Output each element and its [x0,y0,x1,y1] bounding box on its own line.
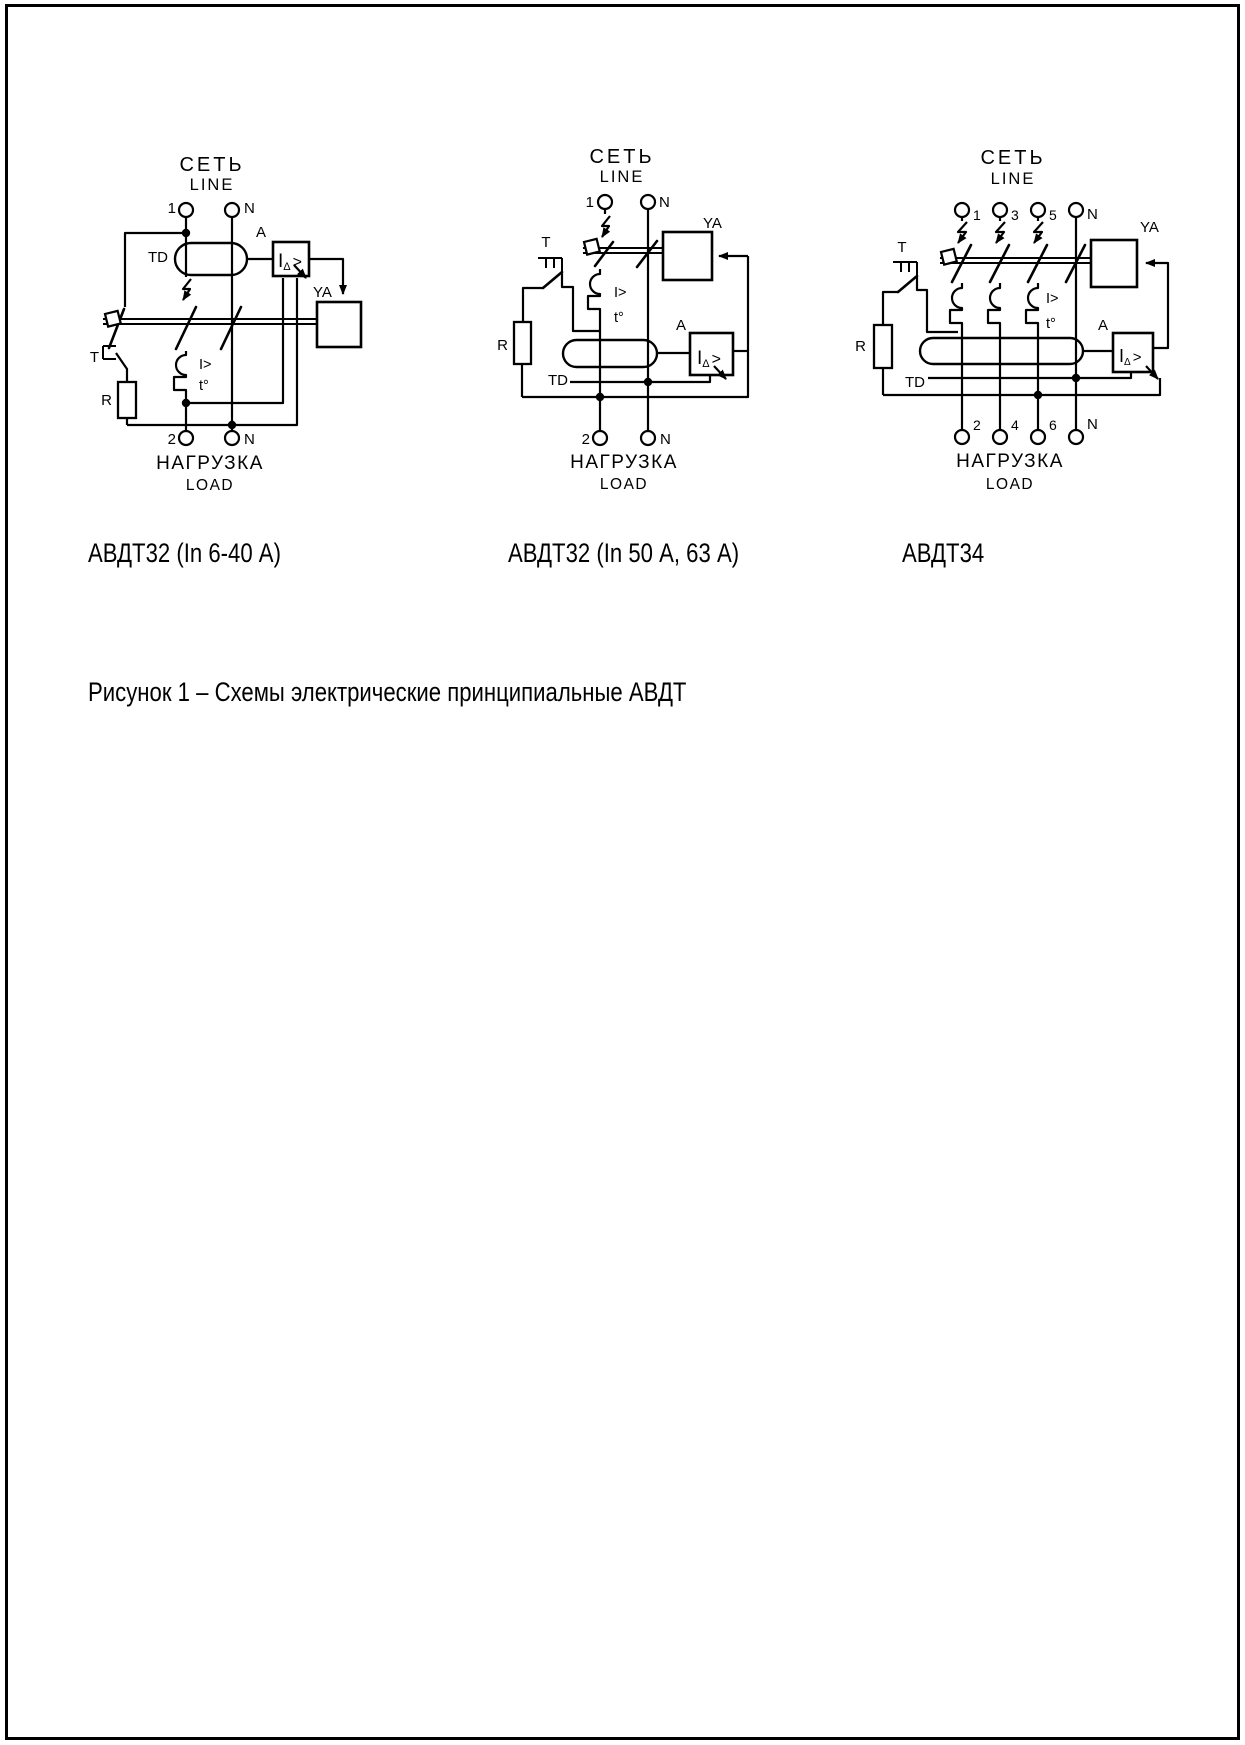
junction-dot [228,421,236,429]
solenoid-label: YA [1140,219,1159,236]
diff-relay-symbol: IΔ > [1119,346,1142,368]
terminal-n-bottom-label: N [1087,416,1098,433]
test-button-icon [538,258,562,272]
terminal-2 [593,431,607,445]
differential-transformer [563,340,657,367]
resistor-label: R [855,338,866,355]
thermal-magnetic-release [174,351,186,403]
schematic-avdt34-svg [790,125,1200,500]
junction-dot [1072,374,1080,382]
test-label: T [897,239,907,256]
thermal-label: t° [614,310,624,326]
test-left-link [523,288,543,322]
resistor-label: R [497,337,508,354]
terminal-n-bottom [641,431,655,445]
terminal-6-label: 6 [1049,417,1057,433]
test-resistor [514,322,531,364]
relay-label: A [675,317,686,334]
transformer-label: TD [905,374,925,391]
net-label: СЕТЬ [980,147,1046,169]
test-button-resistor-link [116,353,127,382]
solenoid-label: YA [703,215,722,232]
junction-dot [596,393,604,401]
schematic-avdt34 [790,125,1200,500]
phase-contact [176,307,196,349]
terminal-4 [993,430,1007,444]
line-label: LINE [990,170,1036,188]
model-label-avdt32-6-40: АВДТ32 (In 6-40 А) [88,538,281,568]
terminal-2-label: 2 [973,417,981,433]
model-label-avdt32-50-63: АВДТ32 (In 50 А, 63 А) [508,538,740,568]
solenoid-box [317,302,361,347]
terminal-n-top-label: N [659,194,670,211]
terminal-6 [1031,430,1045,444]
terminal-5-label: 5 [1049,207,1057,223]
terminal-n-top [1069,203,1083,217]
thermal-label: t° [199,378,209,394]
diff-relay-symbol: IΔ > [278,251,302,273]
schematic-avdt32-50-63-svg [440,125,780,500]
breaker-trip-arrow-icon [996,222,1005,243]
terminal-n-bottom [225,431,239,445]
terminal-n-top-label: N [1087,206,1098,223]
junction-dot [182,229,190,237]
test-button-icon [893,262,917,276]
terminal-n-bottom-label: N [244,431,255,448]
thermal-label: t° [1046,316,1056,332]
latch-square [584,239,600,255]
terminal-n-top-label: N [244,200,255,217]
load-en-label: LOAD [985,476,1035,493]
resistor-label: R [101,392,112,409]
neutral-reference-rail [928,373,1131,378]
breaker-trip-arrow-icon [958,222,967,243]
terminal-1-label: 1 [585,194,594,211]
terminal-n-bottom [1069,430,1083,444]
diff-relay-symbol: IΔ > [697,348,721,370]
relay-label: A [255,224,266,241]
terminal-4-label: 4 [1011,417,1019,433]
contact-bar [103,319,317,324]
load-label: НАГРУЗКА [156,453,264,474]
terminal-1-label: 1 [973,207,981,223]
terminal-1 [598,195,612,209]
overcurrent-label: I> [614,285,627,301]
load-label: НАГРУЗКА [956,451,1064,472]
junction-dot [1034,391,1042,399]
latch-square [941,249,957,265]
line-label: LINE [599,168,645,186]
schematic-avdt32-50-63 [440,125,780,500]
terminal-1 [955,203,969,217]
neutral-reference-rail [570,376,710,382]
junction-dot [644,378,652,386]
transformer-label: TD [148,249,168,266]
figure-caption: Рисунок 1 – Схемы электрические принципиальные АВДТ [88,677,687,707]
differential-transformer [920,338,1083,364]
solenoid-label: YA [313,284,332,301]
model-label-avdt34: АВДТ34 [902,538,985,568]
net-label: СЕТЬ [179,154,245,176]
line-label: LINE [189,176,235,194]
thermal-magnetic-release [588,269,600,397]
terminal-3-label: 3 [1011,207,1019,223]
terminal-5 [1031,203,1045,217]
thermal-magnetic-release [988,283,1000,431]
transformer-label: TD [548,372,568,389]
overcurrent-label: I> [199,357,212,373]
terminal-2-label: 2 [581,431,590,448]
terminal-n-top [641,195,655,209]
junction-dot [182,399,190,407]
net-label: СЕТЬ [589,146,655,168]
test-resistor [874,325,892,368]
test-branch [125,233,186,307]
thermal-magnetic-release [950,283,962,431]
solenoid-box [663,232,712,280]
test-right-branch [562,272,600,331]
overcurrent-label: I> [1046,291,1059,307]
test-label: T [89,349,99,366]
load-en-label: LOAD [599,476,649,493]
breaker-trip-arrow-icon [183,279,191,300]
solenoid-box [1091,240,1137,287]
breaker-trip-arrow-icon [602,216,610,237]
test-contact [898,276,917,292]
test-contact [543,272,562,288]
schematic-avdt32-6-40 [60,130,380,500]
test-left-link [883,292,898,325]
load-label: НАГРУЗКА [570,452,678,473]
terminal-1-label: 1 [167,200,176,217]
schematic-avdt32-6-40-svg [60,130,380,500]
thermal-magnetic-release [1026,283,1038,431]
terminal-n-top [225,203,239,217]
terminal-2-label: 2 [167,431,176,448]
test-label: T [541,234,551,251]
terminal-2 [955,430,969,444]
terminal-2 [179,431,193,445]
terminal-3 [993,203,1007,217]
latch-square [105,311,121,327]
terminal-n-bottom-label: N [660,431,671,448]
relay-label: A [1097,317,1108,334]
load-en-label: LOAD [185,477,235,494]
terminal-1 [179,203,193,217]
test-resistor [118,382,136,418]
breaker-trip-arrow-icon [1034,222,1043,243]
